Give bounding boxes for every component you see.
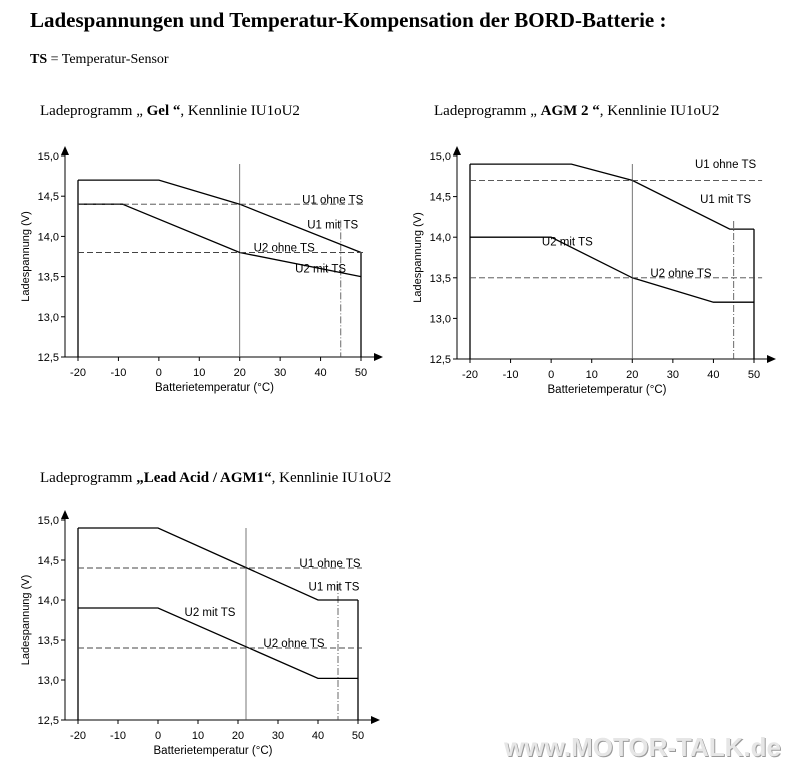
x-tick-label: 50: [354, 367, 368, 379]
chart-1-title-suffix: , Kennlinie IU1oU2: [180, 103, 300, 119]
x-tick-label: 50: [747, 369, 761, 381]
x-axis-arrow: [374, 353, 383, 361]
y-tick-label: 12,5: [37, 715, 59, 727]
y-axis-label: Ladespannung (V): [20, 574, 32, 666]
chart-2: [412, 146, 776, 396]
series-label-u2-ohne-ts: U2 ohne TS: [253, 242, 315, 255]
x-tick-label: -10: [502, 369, 519, 381]
x-tick-label: 30: [666, 369, 679, 381]
x-tick-label: 0: [154, 730, 162, 742]
series-label-u2-ohne-ts: U2 ohne TS: [263, 638, 325, 651]
y-tick-label: 13,0: [429, 313, 451, 326]
x-tick-label: 40: [707, 369, 720, 381]
watermark: www.MOTOR-TALK.de: [504, 732, 781, 762]
y-tick-label: 14,0: [37, 595, 59, 607]
x-tick-label: 40: [311, 730, 325, 742]
series-label-u1-mit-ts: U1 mit TS: [700, 194, 752, 207]
x-tick-label: 40: [314, 367, 327, 379]
x-tick-label: 30: [274, 367, 287, 379]
y-axis-arrow: [61, 146, 69, 155]
x-tick-label: 50: [351, 730, 365, 742]
y-tick-label: 14,5: [37, 191, 59, 204]
series-label-u2-ohne-ts: U2 ohne TS: [650, 267, 712, 280]
y-tick-label: 13,0: [37, 675, 59, 687]
series-label-u2-mit-ts: U2 mit TS: [295, 263, 347, 276]
x-tick-label: -20: [462, 369, 478, 381]
series-label-u1-mit-ts: U1 mit TS: [308, 581, 360, 594]
x-tick-label: 0: [548, 369, 555, 381]
x-tick-label: 20: [233, 367, 246, 379]
chart-1-title-name: Gel “: [146, 103, 181, 119]
y-axis-arrow: [61, 510, 69, 519]
series-label-u1-ohne-ts: U1 ohne TS: [695, 159, 757, 172]
y-axis-label: Ladespannung (V): [412, 212, 424, 303]
chart-1-title-prefix: Ladeprogramm „: [40, 103, 147, 119]
x-tick-label: 30: [271, 730, 285, 742]
page-title: Ladespannungen und Temperatur-Kompensation der BORD-Batterie :: [30, 8, 667, 32]
x-tick-label: 20: [231, 730, 245, 742]
y-axis-arrow: [453, 146, 461, 155]
x-axis-label: Batterietemperatur (°C): [155, 382, 274, 394]
series-label-u2-mit-ts: U2 mit TS: [184, 607, 236, 619]
x-axis-label: Batterietemperatur (°C): [547, 384, 667, 396]
y-tick-label: 14,5: [37, 555, 59, 567]
y-tick-label: 13,5: [37, 271, 59, 284]
chart-3-title-name: „Lead Acid / AGM1“: [136, 470, 272, 486]
y-tick-label: 13,0: [37, 311, 59, 324]
x-tick-label: -10: [110, 730, 126, 742]
x-tick-label: -10: [110, 367, 127, 379]
x-tick-label: 20: [626, 369, 639, 381]
x-tick-label: 10: [191, 730, 205, 742]
series-label-u2-mit-ts: U2 mit TS: [541, 236, 593, 249]
series-label-u1-mit-ts: U1 mit TS: [307, 219, 359, 232]
y-tick-label: 13,5: [429, 272, 451, 285]
x-axis-arrow: [371, 716, 380, 724]
ts-definition: = Temperatur-Sensor: [50, 52, 169, 67]
y-tick-label: 12,5: [429, 354, 451, 366]
chart-3-title-suffix: , Kennlinie IU1oU2: [271, 470, 392, 486]
series-label-u1-ohne-ts: U1 ohne TS: [302, 194, 364, 207]
x-tick-label: 10: [193, 367, 206, 379]
y-tick-label: 15,0: [37, 515, 59, 527]
y-tick-label: 15,0: [37, 151, 59, 163]
chart-2-title-prefix: Ladeprogramm „: [434, 103, 541, 119]
chart-2-title-suffix: , Kennlinie IU1oU2: [599, 103, 720, 119]
y-tick-label: 15,0: [429, 151, 451, 163]
ts-abbreviation: TS: [30, 52, 48, 67]
y-tick-label: 13,5: [37, 635, 59, 647]
chart-2-title-name: AGM 2 “: [540, 103, 600, 119]
y-axis-label: Ladespannung (V): [20, 211, 32, 302]
y-tick-label: 14,0: [37, 231, 59, 244]
x-tick-label: 0: [155, 367, 162, 379]
series-u1-mit-ts: [78, 180, 364, 252]
x-axis-arrow: [767, 355, 776, 363]
chart-1: [20, 146, 383, 394]
chart-3: [20, 510, 380, 757]
x-tick-label: -20: [70, 367, 86, 379]
x-axis-label: Batterietemperatur (°C): [153, 745, 273, 757]
y-tick-label: 14,0: [429, 232, 451, 245]
x-tick-label: 10: [585, 369, 598, 381]
x-tick-label: -20: [70, 730, 86, 742]
y-tick-label: 14,5: [429, 191, 451, 204]
series-label-u1-ohne-ts: U1 ohne TS: [299, 558, 361, 571]
y-tick-label: 12,5: [37, 352, 59, 364]
chart-3-title-prefix: Ladeprogramm: [40, 470, 137, 486]
